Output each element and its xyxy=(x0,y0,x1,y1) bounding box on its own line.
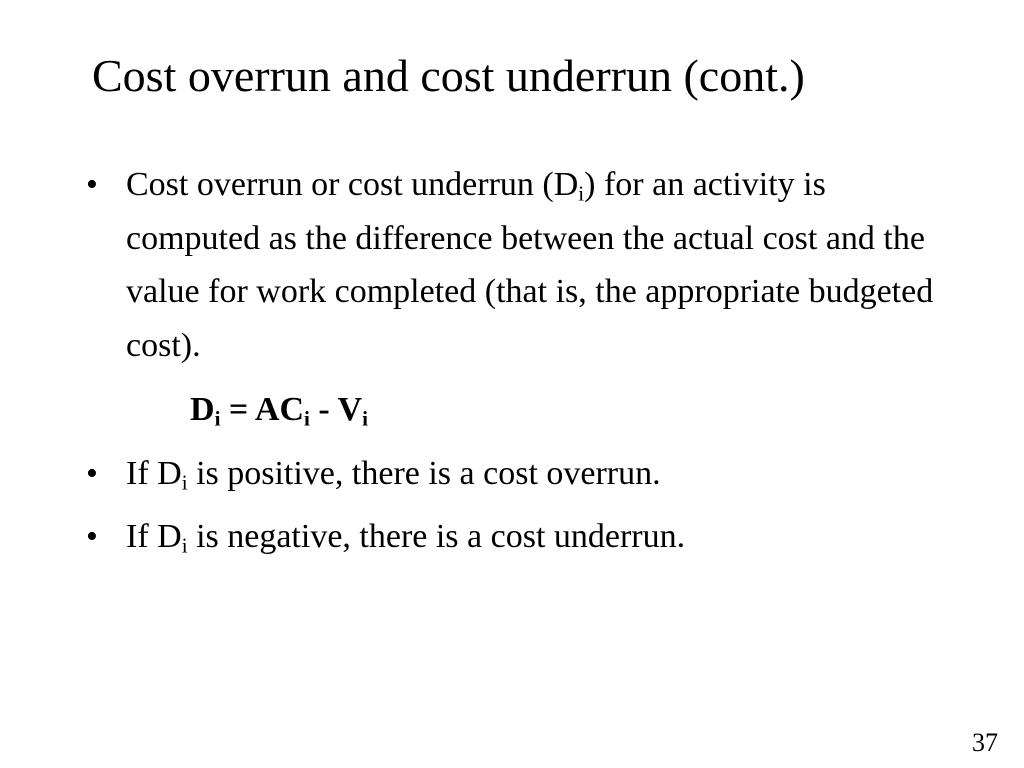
bullet-marker: • xyxy=(86,518,98,556)
bullet-text-part1: If D xyxy=(126,518,182,556)
bullet-list xyxy=(86,158,936,574)
subscript-i: i xyxy=(181,533,188,558)
bullet-marker: • xyxy=(86,454,98,492)
bullet-text-part1: Cost overrun or cost underrun (D xyxy=(126,166,579,203)
bullet-text-part2: ) for an activity is computed as the difference between the actual cost and the value for work completed (that is, the appropriate budgeted cost). xyxy=(126,166,934,365)
bullet-item-positive xyxy=(86,447,936,501)
bullet-item-definition xyxy=(86,158,936,373)
formula-equals-ac: = AC xyxy=(220,390,305,428)
slide-title: Cost overrun and cost underrun (cont.) xyxy=(92,50,805,101)
subscript-i: i xyxy=(578,181,585,206)
subscript-i: i xyxy=(181,469,188,494)
bullet-marker: • xyxy=(86,166,98,203)
formula-lhs-subscript: i xyxy=(214,406,221,431)
bullet-text-part1: If D xyxy=(126,454,182,492)
formula-lhs: D xyxy=(190,390,215,428)
formula xyxy=(86,383,936,437)
formula-minus-v: - V xyxy=(309,390,363,428)
formula-v-subscript: i xyxy=(362,406,369,431)
bullet-item-negative xyxy=(86,510,936,564)
bullet-text-part2: is positive, there is a cost overrun. xyxy=(187,454,661,492)
bullet-text-part2: is negative, there is a cost underrun. xyxy=(187,518,686,556)
formula-ac-subscript: i xyxy=(304,406,310,431)
page-number: 37 xyxy=(972,727,998,757)
